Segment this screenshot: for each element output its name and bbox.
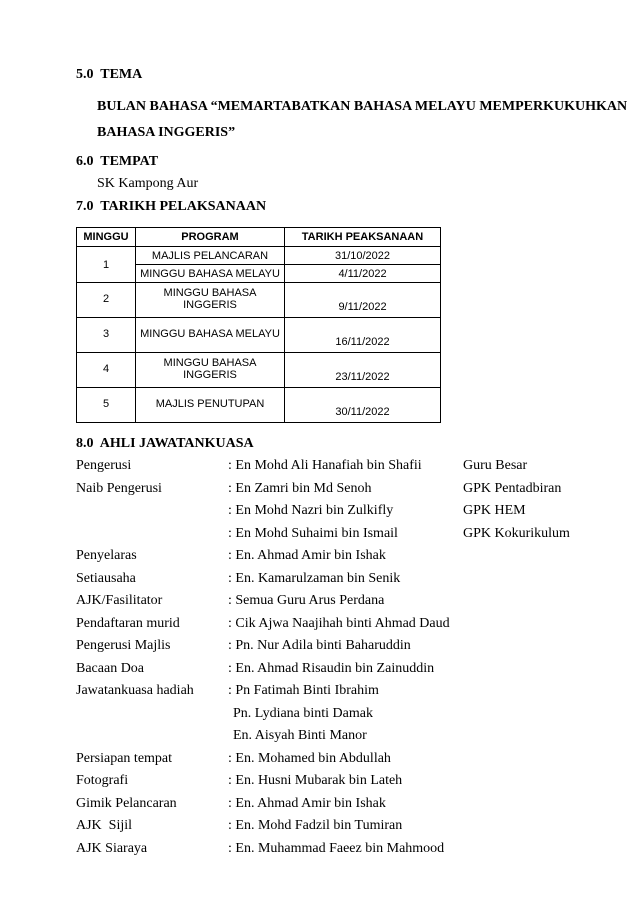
section-7-number: 7.0 — [76, 199, 94, 214]
committee-post: GPK Kokurikulum — [463, 526, 570, 541]
program-cell: MINGGU BAHASA MELAYU — [136, 318, 285, 353]
committee-role: Penyelaras — [76, 548, 137, 563]
program-cell: MAJLIS PENUTUPAN — [136, 388, 285, 423]
committee-name: : Pn. Nur Adila binti Baharuddin — [228, 638, 411, 653]
section-8-heading — [76, 436, 254, 452]
table-row — [77, 247, 441, 265]
date-cell: 31/10/2022 — [285, 247, 441, 265]
committee-name: : En. Mohd Fadzil bin Tumiran — [228, 818, 403, 833]
week-cell: 2 — [77, 283, 136, 318]
committee-post: GPK HEM — [463, 503, 526, 518]
committee-name: : En. Ahmad Risaudin bin Zainuddin — [228, 661, 435, 676]
committee-role: Jawatankuasa hadiah — [76, 683, 194, 698]
header-minggu: MINGGU — [77, 228, 136, 247]
committee-role: Pengerusi — [76, 458, 132, 473]
committee-role: Pengerusi Majlis — [76, 638, 171, 653]
committee-name: : En. Ahmad Amir bin Ishak — [228, 796, 386, 811]
week-cell: 3 — [77, 318, 136, 353]
date-cell: 9/11/2022 — [285, 283, 441, 318]
section-5-heading — [76, 67, 142, 83]
section-6-number: 6.0 — [76, 154, 94, 169]
section-8-number: 8.0 — [76, 436, 94, 451]
committee-name: : En. Muhammad Faeez bin Mahmood — [228, 841, 445, 856]
committee-role: Setiausaha — [76, 571, 136, 586]
committee-role: AJK Siaraya — [76, 841, 148, 856]
committee-role: AJK/Fasilitator — [76, 593, 163, 608]
committee-name: : Semua Guru Arus Perdana — [228, 593, 385, 608]
committee-role: Fotografi — [76, 773, 129, 788]
section-8-title: AHLI JAWATANKUASA — [99, 436, 254, 451]
committee-name: : En Mohd Suhaimi bin Ismail — [228, 526, 398, 541]
theme-line-1: BULAN BAHASA “MEMARTABATKAN BAHASA MELAYU MEMPERKUKUHKAN — [97, 99, 628, 114]
committee-name: : En. Ahmad Amir bin Ishak — [228, 548, 386, 563]
header-tarikh: TARIKH PEAKSANAAN — [285, 228, 441, 247]
program-cell: MINGGU BAHASA INGGERIS — [136, 353, 285, 388]
committee-post: GPK Pentadbiran — [463, 481, 562, 496]
section-5-title: TEMA — [100, 67, 143, 82]
committee-name: : En Zamri bin Md Senoh — [228, 481, 372, 496]
date-cell: 23/11/2022 — [285, 353, 441, 388]
program-cell: MINGGU BAHASA MELAYU — [136, 265, 285, 283]
program-cell: MAJLIS PELANCARAN — [136, 247, 285, 265]
section-6-heading — [76, 154, 158, 170]
table-header-row — [77, 228, 441, 247]
table-row — [77, 388, 441, 423]
committee-name: Pn. Lydiana binti Damak — [233, 706, 373, 721]
committee-name: : En. Kamarulzaman bin Senik — [228, 571, 401, 586]
committee-name: : Cik Ajwa Naajihah binti Ahmad Daud — [228, 616, 450, 631]
program-cell: MINGGU BAHASA INGGERIS — [136, 283, 285, 318]
week-cell: 1 — [77, 247, 136, 283]
committee-role: AJK Sijil — [76, 818, 133, 833]
place-text: SK Kampong Aur — [97, 176, 199, 191]
table-row — [77, 353, 441, 388]
committee-name: : En Mohd Ali Hanafiah bin Shafii — [228, 458, 422, 473]
header-program: PROGRAM — [136, 228, 285, 247]
committee-post: Guru Besar — [463, 458, 528, 473]
committee-role: Bacaan Doa — [76, 661, 145, 676]
committee-name: : En Mohd Nazri bin Zulkifly — [228, 503, 394, 518]
section-6-title: TEMPAT — [100, 154, 159, 169]
theme-line-2: BAHASA INGGERIS” — [97, 125, 236, 140]
date-cell: 30/11/2022 — [285, 388, 441, 423]
committee-name: En. Aisyah Binti Manor — [233, 728, 367, 743]
table-row — [77, 318, 441, 353]
committee-role: Pendaftaran murid — [76, 616, 180, 631]
week-cell: 4 — [77, 353, 136, 388]
section-7-title: TARIKH PELAKSANAAN — [100, 199, 267, 214]
schedule-table — [76, 227, 441, 423]
table-row — [77, 283, 441, 318]
committee-role: Gimik Pelancaran — [76, 796, 177, 811]
week-cell: 5 — [77, 388, 136, 423]
committee-name: : En. Husni Mubarak bin Lateh — [228, 773, 403, 788]
section-7-heading — [76, 199, 266, 215]
committee-name: : En. Mohamed bin Abdullah — [228, 751, 391, 766]
committee-role: Persiapan tempat — [76, 751, 173, 766]
date-cell: 16/11/2022 — [285, 318, 441, 353]
section-5-number: 5.0 — [76, 67, 94, 82]
committee-role: Naib Pengerusi — [76, 481, 162, 496]
date-cell: 4/11/2022 — [285, 265, 441, 283]
committee-name: : Pn Fatimah Binti Ibrahim — [228, 683, 379, 698]
